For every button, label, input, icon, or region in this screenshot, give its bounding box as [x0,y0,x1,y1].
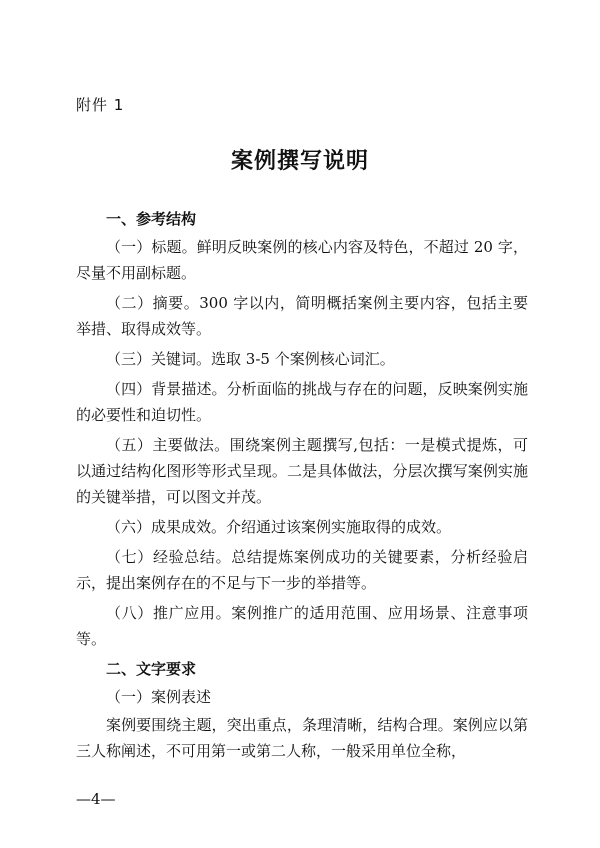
document-body [76,204,528,768]
section-heading-writing: 二、文字要求 [106,660,197,678]
structure-item-keywords [76,346,528,372]
item-text: 介绍通过该案例实施取得的成效。 [226,518,452,536]
item-label: （一）标题。 [106,238,197,256]
item-text: 分析面临的挑战与存在的问题，反映案例实施的必要性和迫切性。 [76,380,528,424]
page-number: —4— [76,790,116,808]
item-text: 总结提炼案例成功的关键要素，分析经验启示，提出案例存在的不足与下一步的举措等。 [76,548,528,592]
item-text: 鲜明反映案例的核心内容及特色，不超过 20 字，尽量不用副标题。 [76,238,528,282]
attachment-label: 附件 1 [76,96,125,114]
item-label: （二）摘要。 [106,294,200,312]
structure-item-promotion [76,600,528,652]
item-label: （三）关键词。 [106,350,212,368]
item-text: 案例推广的适用范围、应用场景、注意事项等。 [76,604,528,648]
document-title: 案例撰写说明 [230,149,369,174]
item-text: 300 字以内，简明概括案例主要内容，包括主要举措、取得成效等。 [76,294,528,338]
structure-item-background [76,376,528,428]
item-label: （七）经验总结。 [106,548,232,566]
item-label: （五）主要做法。 [106,436,230,454]
structure-item-title [76,234,528,286]
structure-item-results [76,514,528,540]
section-heading-structure: 一、参考结构 [106,210,197,228]
structure-item-abstract [76,290,528,342]
subheading-case-description: （一）案例表述 [106,688,212,706]
item-text: 围绕案例主题撰写,包括：一是模式提炼，可以通过结构化图形等形式呈现。二是具体做法，分层次撰写案例实施的关键举措，可以图文并茂。 [76,436,528,506]
item-label: （八）推广应用。 [106,604,232,622]
structure-item-summary [76,544,528,596]
item-text: 选取 3-5 个案例核心词汇。 [211,350,395,368]
case-description-paragraph: 案例要围绕主题，突出重点，条理清晰，结构合理。案例应以第三人称阐述，不可用第一或第二人称，一般采用单位全称， [76,716,528,760]
item-label: （六）成果成效。 [106,518,227,536]
item-label: （四）背景描述。 [106,380,227,398]
structure-item-practices [76,432,528,510]
